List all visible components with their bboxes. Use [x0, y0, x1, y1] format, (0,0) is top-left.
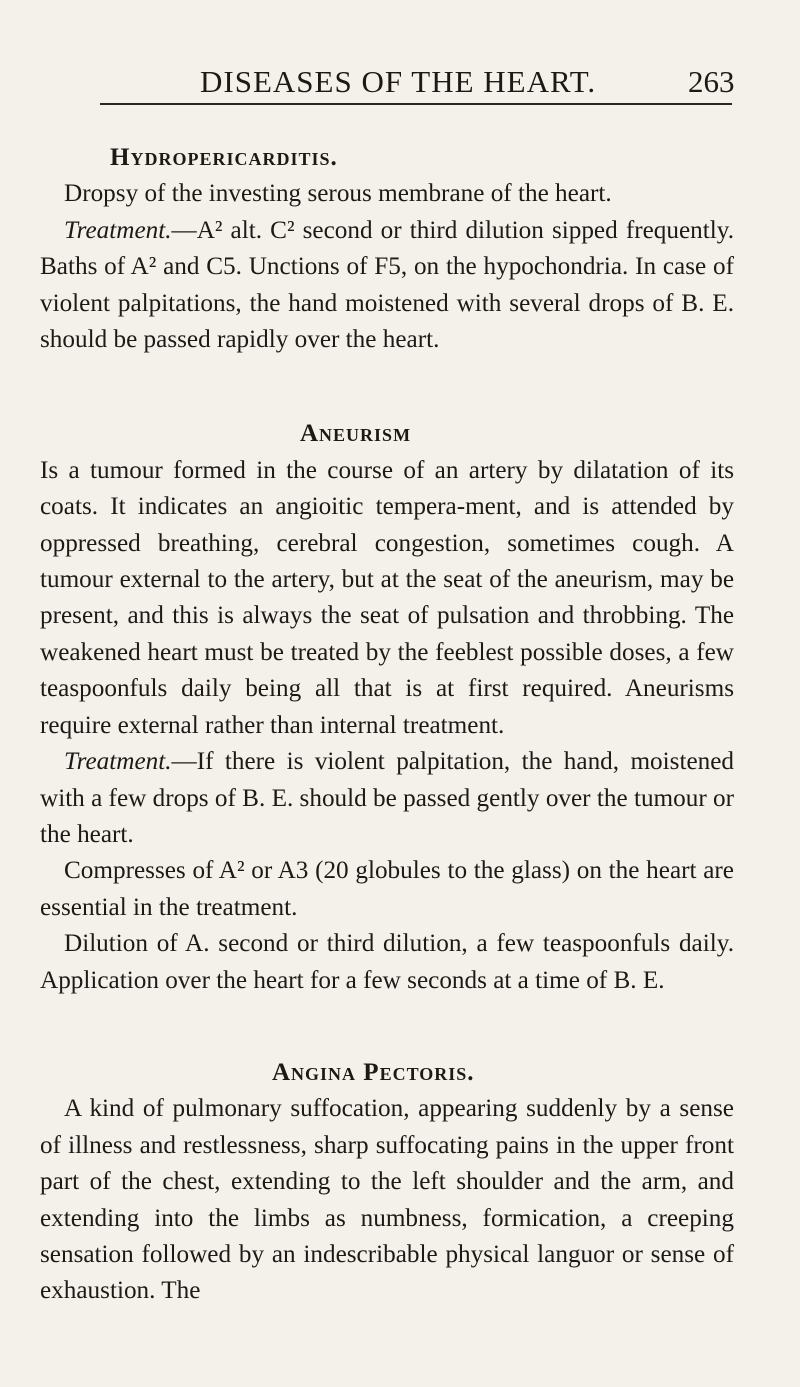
paragraph-lead: Treatment. — [64, 216, 172, 244]
paragraph — [40, 744, 734, 853]
page-number: 263 — [688, 64, 735, 99]
paragraph — [40, 926, 734, 999]
paragraph-text: Dropsy of the investing serous membrane of the heart. — [64, 180, 612, 208]
paragraph-text: —If there is violent palpitation, the hand, moistened with a few drops of B. E. should be passed gently over the tumour or the heart. — [40, 748, 734, 848]
paragraph-text: Compresses of A² or A3 (20 globules to the glass) on the heart are essential in the treatment. — [40, 857, 734, 921]
paragraph — [40, 853, 734, 926]
heading-hydropericarditis: Hydropericarditis. — [110, 144, 338, 171]
header-rule — [100, 103, 732, 105]
paragraph-text: A kind of pulmonary suffocation, appearing suddenly by a sense of illness and restlessness, sharp suffocating pains in the upper front part of the chest, extending to the left shoulder and the arm, and extending into the limbs as numbness, formication, a creeping sensation followed by an indescribable physical languor or sense of exhaustion. The — [40, 1095, 734, 1305]
paragraph — [40, 213, 734, 359]
running-head — [0, 64, 800, 104]
paragraph — [40, 176, 734, 212]
running-title: DISEASES OF THE HEART. — [200, 64, 597, 99]
heading-aneurism: Aneurism — [300, 420, 412, 448]
paragraph-text: Dilution of A. second or third dilution, a few teaspoonfuls daily. Application over the heart for a few seconds at a time of B. E. — [40, 930, 734, 994]
paragraph — [40, 1091, 734, 1309]
paragraph-text: Is a tumour formed in the course of an artery by dilatation of its coats. It indicates an angioitic tempera-ment, and is attended by oppressed breathing, cerebral congestion, sometimes cough. A tumour external to the artery, but at the seat of the aneurism, may be present, and this is always the seat of pulsation and throbbing. The weakened heart must be treated by the feeblest possible doses, a few teaspoonfuls daily being all that is at first required. Aneurisms require external rather than internal treatment. — [40, 456, 734, 739]
paragraph-text: —A² alt. C² second or third dilution sipped frequently. Baths of A² and C5. Unctions of F5, on the hypochondria. In case of violent palpitations, the hand moistened with several drops of B. E. should be passed rapidly over the heart. — [40, 216, 734, 354]
paragraph — [40, 453, 734, 744]
page-body — [40, 140, 734, 1310]
heading-angina-pectoris: Angina Pectoris. — [272, 1058, 475, 1086]
paragraph-lead: Treatment. — [64, 748, 172, 776]
